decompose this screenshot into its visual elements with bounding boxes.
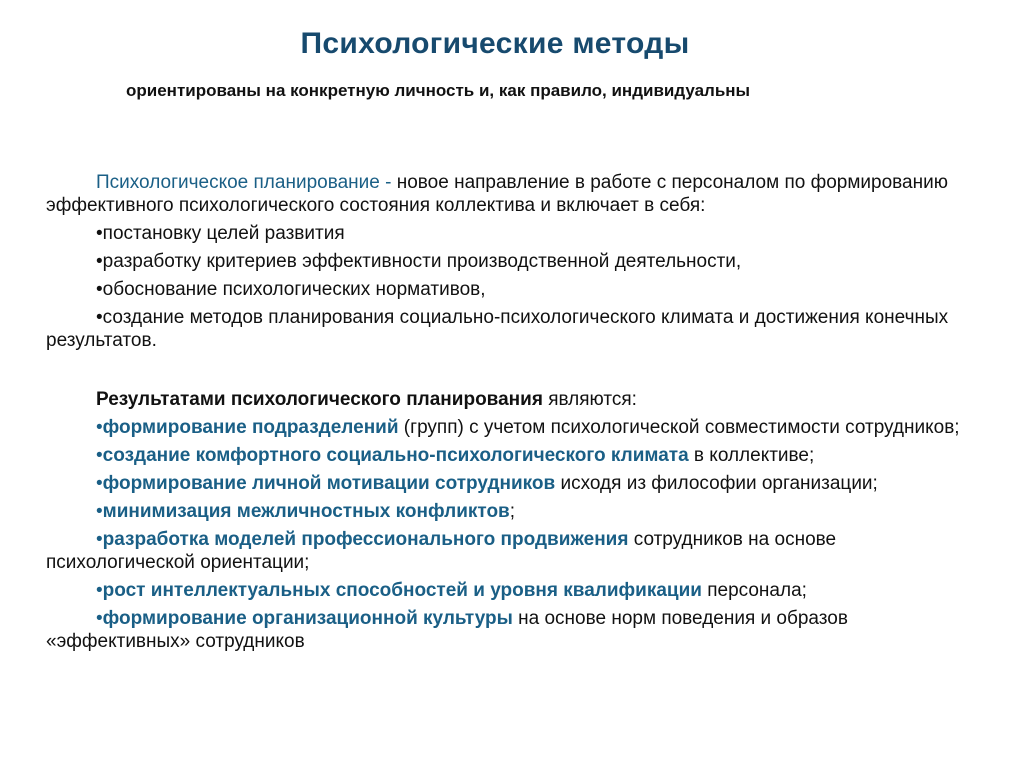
results-item-bold: формирование подразделений [102,417,399,438]
results-item-bold: минимизация межличностных конфликтов [102,501,510,522]
results-item-rest: (групп) с учетом психологической совместимости сотрудников; [398,417,960,438]
bullet-marker: • [96,529,103,550]
section-gap [46,357,990,388]
results-item [46,472,990,495]
planning-definition [46,171,990,217]
results-item [46,416,990,439]
results-item-rest: на основе норм поведения и образов «эффективных» сотрудников [46,608,848,652]
results-item-rest: персонала; [701,580,807,601]
results-heading-tail: являются: [542,389,637,410]
results-item [46,444,990,467]
planning-dash: - [379,172,397,193]
planning-term: Психологическое планирование [96,172,380,193]
results-item-bold: формирование организационной культуры [102,608,513,629]
planning-item: •разработку критериев эффективности производственной деятельности, [96,251,742,272]
results-item-bold: формирование личной мотивации сотрудников [102,473,556,494]
results-item-bold: рост интеллектуальных способностей и уровня квалификации [102,580,702,601]
results-item-rest: в коллективе; [688,445,815,466]
results-heading [46,388,990,411]
bullet-marker: • [96,608,103,629]
bullet-marker: • [96,445,103,466]
bullet-marker: • [96,473,103,494]
planning-item: •обоснование психологических нормативов, [96,279,486,300]
bullet-marker: • [96,417,103,438]
slide-body [46,171,990,658]
slide-title: Психологические методы [300,27,690,60]
results-item [46,500,990,523]
results-item-bold: разработка моделей профессионального продвижения [102,529,629,550]
bullet-marker: • [96,580,103,601]
results-item-rest: сотрудников на основе психологической ориентации; [46,529,837,573]
results-item-rest: исходя из философии организации; [555,473,878,494]
results-item [46,579,990,602]
slide-subtitle: ориентированы на конкретную личность и, как правило, индивидуальны [126,81,751,100]
planning-item: •создание методов планирования социально-психологического климата и достижения конечных результатов. [46,307,949,351]
results-item [46,528,990,574]
planning-item: •постановку целей развития [96,223,345,244]
bullet-marker: • [96,501,103,522]
results-item-bold: создание комфортного социально-психологического климата [102,445,689,466]
results-heading-bold: Результатами психологического планирования [96,389,543,410]
planning-definition-text: новое направление в работе с персоналом по формированию эффективного психологического состояния коллектива и включает в себя: [46,172,948,216]
results-item-rest: ; [509,501,516,522]
results-item [46,607,990,653]
